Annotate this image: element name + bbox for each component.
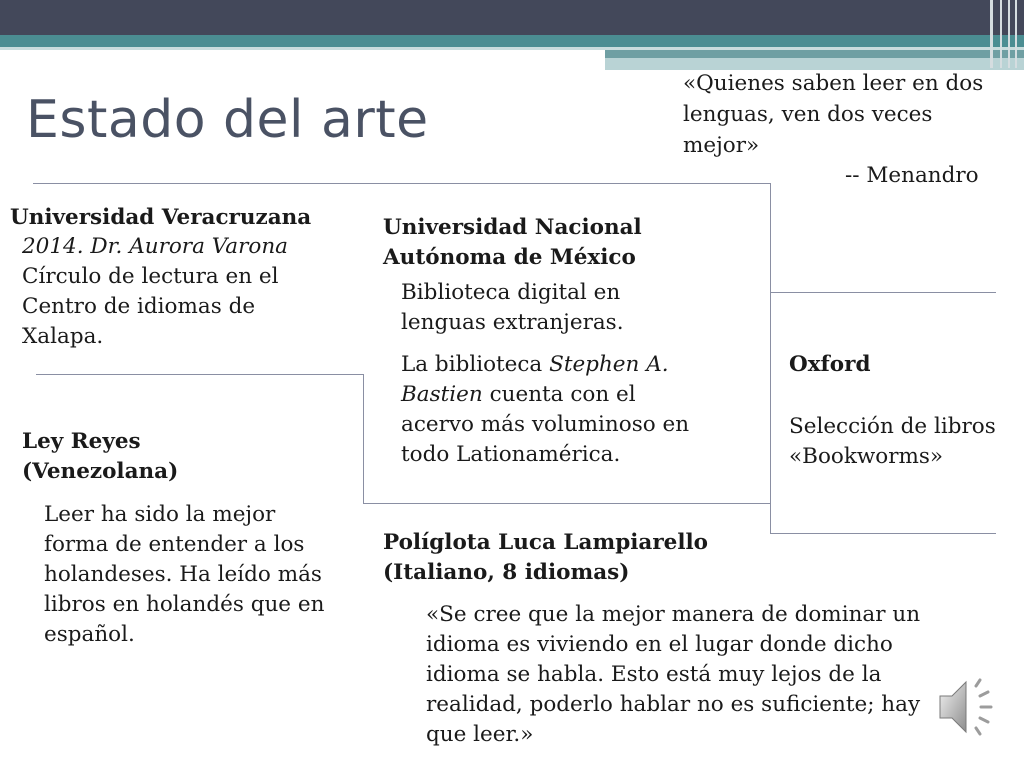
reyes-text: Leer ha sido la mejor forma de entender a los holandeses. Ha leído más libros en holandés que en español. [44, 502, 325, 647]
veracruzana-heading: Universidad Veracruzana [10, 205, 312, 230]
page-title: Estado del arte [26, 90, 429, 150]
lampiarello-heading: Políglota Luca Lampiarello (Italiano, 8 idiomas) [383, 530, 709, 585]
unam-text-2-prefix: La biblioteca [401, 352, 550, 377]
veracruzana-text: Círculo de lectura en el Centro de idiomas de Xalapa. [22, 264, 279, 349]
unam-text-1: Biblioteca digital en lenguas extranjeras. [401, 280, 624, 335]
speaker-icon[interactable] [934, 672, 1000, 742]
quote-text: «Quienes saben leer en dos lenguas, ven dos veces mejor» [683, 71, 984, 158]
epigraph-quote [683, 68, 1003, 161]
oxford-text: Selección de libros «Bookworms» [789, 414, 996, 469]
oxford-heading: Oxford [789, 352, 871, 377]
unam-heading: Universidad Nacional Autónoma de México [383, 215, 642, 270]
unam-text-2 [401, 350, 691, 470]
quote-author: -- Menandro [845, 163, 979, 188]
reyes-heading: Ley Reyes (Venezolana) [22, 429, 179, 484]
unam-text-2-suffix: cuenta con el acervo más voluminoso en todo Lationamérica. [401, 382, 690, 467]
lampiarello-text: «Se cree que la mejor manera de dominar un idioma es viviendo en el lugar donde dicho idioma se habla. Esto está muy lejos de la realidad, poderlo hablar no es suficiente; hay que leer.» [426, 602, 921, 747]
veracruzana-date: 2014. Dr. Aurora Varona [22, 234, 288, 259]
unam-text-2-italic: Stephen A. Bastien [401, 352, 669, 407]
